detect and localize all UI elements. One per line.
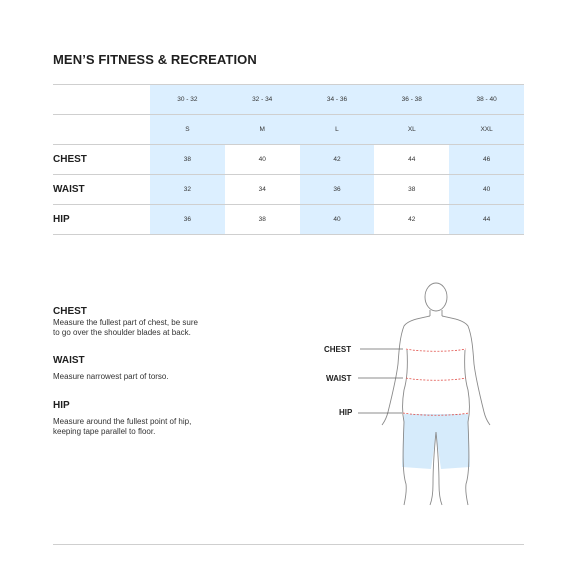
body-outline <box>382 283 490 505</box>
body-measurement-figure <box>300 272 530 507</box>
range-cell: 34 - 36 <box>300 85 375 115</box>
table-row-waist <box>53 175 524 205</box>
guide-description: Measure narrowest part of torso. <box>53 372 169 381</box>
range-cell: 30 - 32 <box>150 85 225 115</box>
row-label: CHEST <box>53 145 150 175</box>
shorts-shape <box>402 414 470 469</box>
value-cell: 34 <box>225 175 300 205</box>
value-cell: 46 <box>449 145 524 175</box>
guide-description: Measure around the fullest point of hip, keeping tape parallel to floor. <box>53 417 192 436</box>
value-cell: 38 <box>225 205 300 235</box>
figure-label-waist: WAIST <box>326 374 352 383</box>
size-cell: XL <box>374 115 449 145</box>
size-cell: S <box>150 115 225 145</box>
chest-measure-line <box>406 349 466 351</box>
guide-heading: WAIST <box>53 355 85 366</box>
value-cell: 40 <box>449 175 524 205</box>
size-chart-table <box>53 84 524 235</box>
row-label: HIP <box>53 205 150 235</box>
value-cell: 32 <box>150 175 225 205</box>
guide-chest <box>53 306 283 338</box>
leader-lines <box>358 349 403 413</box>
guide-waist <box>53 355 283 382</box>
value-cell: 40 <box>300 205 375 235</box>
footer-divider <box>53 544 524 545</box>
value-cell: 38 <box>374 175 449 205</box>
value-cell: 42 <box>300 145 375 175</box>
table-row-hip <box>53 205 524 235</box>
guide-heading: HIP <box>53 400 70 411</box>
empty-header-cell <box>53 115 150 145</box>
range-row <box>53 85 524 115</box>
range-cell: 38 - 40 <box>449 85 524 115</box>
figure-label-hip: HIP <box>339 408 353 417</box>
size-cell: L <box>300 115 375 145</box>
guide-hip <box>53 400 283 437</box>
value-cell: 44 <box>374 145 449 175</box>
waist-measure-line <box>406 378 466 380</box>
empty-header-cell <box>53 85 150 115</box>
page-title: MEN’S FITNESS & RECREATION <box>53 52 257 67</box>
size-cell: M <box>225 115 300 145</box>
measure-lines <box>403 349 469 415</box>
table-row-chest <box>53 145 524 175</box>
guide-heading: CHEST <box>53 306 87 317</box>
value-cell: 42 <box>374 205 449 235</box>
value-cell: 36 <box>300 175 375 205</box>
value-cell: 40 <box>225 145 300 175</box>
size-row <box>53 115 524 145</box>
guide-description: Measure the fullest part of chest, be sure to go over the shoulder blades at back. <box>53 318 198 337</box>
range-cell: 36 - 38 <box>374 85 449 115</box>
value-cell: 36 <box>150 205 225 235</box>
range-cell: 32 - 34 <box>225 85 300 115</box>
value-cell: 44 <box>449 205 524 235</box>
value-cell: 38 <box>150 145 225 175</box>
size-cell: XXL <box>449 115 524 145</box>
row-label: WAIST <box>53 175 150 205</box>
figure-label-chest: CHEST <box>324 345 352 354</box>
